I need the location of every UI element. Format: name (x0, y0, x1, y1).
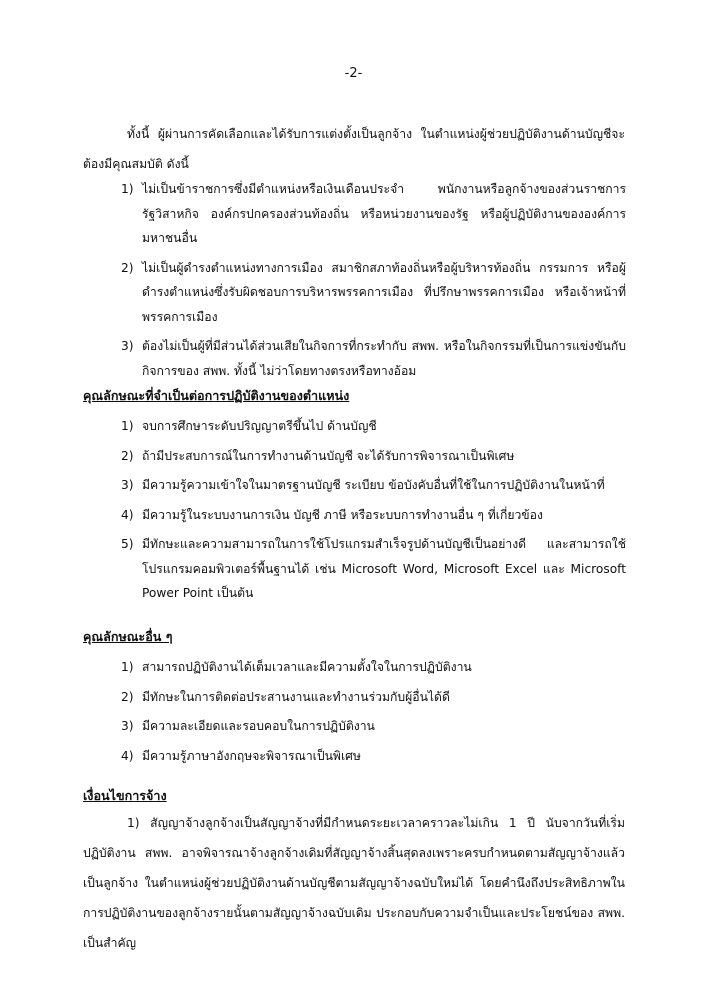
item-number: 4) (121, 507, 134, 522)
item-text: มีความรู้ความเข้าใจในมาตรฐานบัญชี ระเบียบ ข้อบังคับอื่นที่ใช้ในการปฏิบัติงานในหน้าที่ (142, 478, 605, 492)
item-number: 1) (121, 660, 134, 674)
item-text: จบการศึกษาระดับปริญญาตรีขึ้นไป ด้านบัญชี (142, 419, 377, 433)
section-heading-conditions: เงื่อนไขการจ้าง (83, 788, 167, 803)
item-number: 2) (121, 260, 134, 275)
item-number: 1) (121, 182, 134, 196)
conditions-paragraph (83, 808, 625, 958)
item-text: ไม่เป็นข้าราชการซึ่งมีตำแหน่งหรือเงินเดือนประจำ พนักงานหรือลูกจ้างของส่วนราชการ รัฐวิสาหกิจ องค์กรปกครองส่วนท้องถิ่น หรือหน่วยงานของรัฐ หรือผู้ปฏิบัติงานขององค์การมหาชนอื่น (142, 182, 626, 245)
intro-paragraph (83, 119, 625, 179)
item-number: 2) (121, 689, 134, 704)
item-number: 1) (121, 419, 134, 433)
item-number: 2) (121, 448, 134, 463)
list-item (121, 655, 626, 680)
section-heading-other: คุณลักษณะอื่น ๆ (83, 629, 173, 644)
item-number: 3) (121, 478, 134, 492)
item-text: ต้องไม่เป็นผู้ที่มีส่วนได้ส่วนเสียในกิจการที่กระทำกับ สพพ. หรือในกิจกรรมที่เป็นการแข่งขันกับกิจการของ สพพ. ทั้งนี้ ไม่ว่าโดยทางตรงหรือทางอ้อม (142, 339, 626, 378)
item-number: 3) (121, 719, 134, 733)
item-text: มีความรู้ในระบบงานการเงิน บัญชี ภาษี หรือระบบการทำงานอื่น ๆ ที่เกี่ยวข้อง (142, 507, 543, 522)
conditions-text: 1) สัญญาจ้างลูกจ้างเป็นสัญญาจ้างที่มีกำหนดระยะเวลาคราวละไม่เกิน 1 ปี นับจากวันที่เริ่มปฏิบัติงาน สพพ. อาจพิจารณาจ้างลูกจ้างเดิมที่สัญญาจ้างสิ้นสุดลงเพราะครบกำหนดตามสัญญาจ้างแล้วเป็นลูกจ้าง ในตำแหน่งผู้ช่วยปฏิบัติงานด้านบัญชีตามสัญญาจ้างฉบับใหม่ได้ โดยคำนึงถึงประสิทธิภาพในการปฏิบัติงานของลูกจ้างรายนั้นตามสัญญาจ้างฉบับเดิม ประกอบกับความจำเป็นและประโยชน์ของ สพพ. เป็นสำคัญ (83, 816, 625, 950)
list-item (121, 414, 626, 439)
other-list (121, 655, 626, 773)
item-text: มีความละเอียดและรอบคอบในการปฏิบัติงาน (142, 719, 375, 733)
list-item (121, 714, 626, 739)
item-number: 4) (121, 748, 134, 763)
item-number: 5) (121, 537, 134, 551)
item-text: ถ้ามีประสบการณ์ในการทำงานด้านบัญชี จะได้รับการพิจารณาเป็นพิเศษ (142, 448, 515, 463)
list-item (121, 334, 626, 383)
item-text: สามารถปฏิบัติงานได้เต็มเวลาและมีความตั้งใจในการปฏิบัติงาน (142, 660, 472, 674)
item-text: มีทักษะในการติดต่อประสานงานและทำงานร่วมกับผู้อื่นได้ดี (142, 689, 450, 704)
section-heading-required: คุณลักษณะที่จำเป็นต่อการปฏิบัติงานของตำแหน่ง (83, 388, 350, 403)
item-text: มีความรู้ภาษาอังกฤษจะพิจารณาเป็นพิเศษ (142, 748, 361, 763)
list-item (121, 473, 626, 498)
required-list (121, 414, 626, 611)
list-item (121, 685, 626, 710)
list-item (121, 744, 626, 769)
list-item (121, 444, 626, 469)
list-item (121, 256, 626, 330)
page-number: -2- (344, 66, 363, 81)
item-text: ไม่เป็นผู้ดำรงตำแหน่งทางการเมือง สมาชิกสภาท้องถิ่นหรือผู้บริหารท้องถิ่น กรรมการ หรือผู้ดำรงตำแหน่งซึ่งรับผิดชอบการบริหารพรรคการเมือง ที่ปรึกษาพรรคการเมือง หรือเจ้าหน้าที่พรรคการเมือง (142, 260, 626, 324)
item-number: 3) (121, 339, 134, 353)
item-text: มีทักษะและความสามารถในการใช้โปรแกรมสำเร็จรูปด้านบัญชีเป็นอย่างดี และสามารถใช้โปรแกรมคอมพิวเตอร์พื้นฐานได้ เช่น Microsoft Word, Microsoft Excel และ Microsoft Power Point เป็นต้น (142, 537, 626, 600)
qualifications-list (121, 177, 626, 388)
intro-text: ทั้งนี้ ผู้ผ่านการคัดเลือกและได้รับการแต่งตั้งเป็นลูกจ้าง ในตำแหน่งผู้ช่วยปฏิบัติงานด้านบัญชีจะต้องมีคุณสมบัติ ดังนี้ (83, 127, 625, 171)
list-item (121, 177, 626, 251)
list-item (121, 532, 626, 606)
list-item (121, 503, 626, 528)
